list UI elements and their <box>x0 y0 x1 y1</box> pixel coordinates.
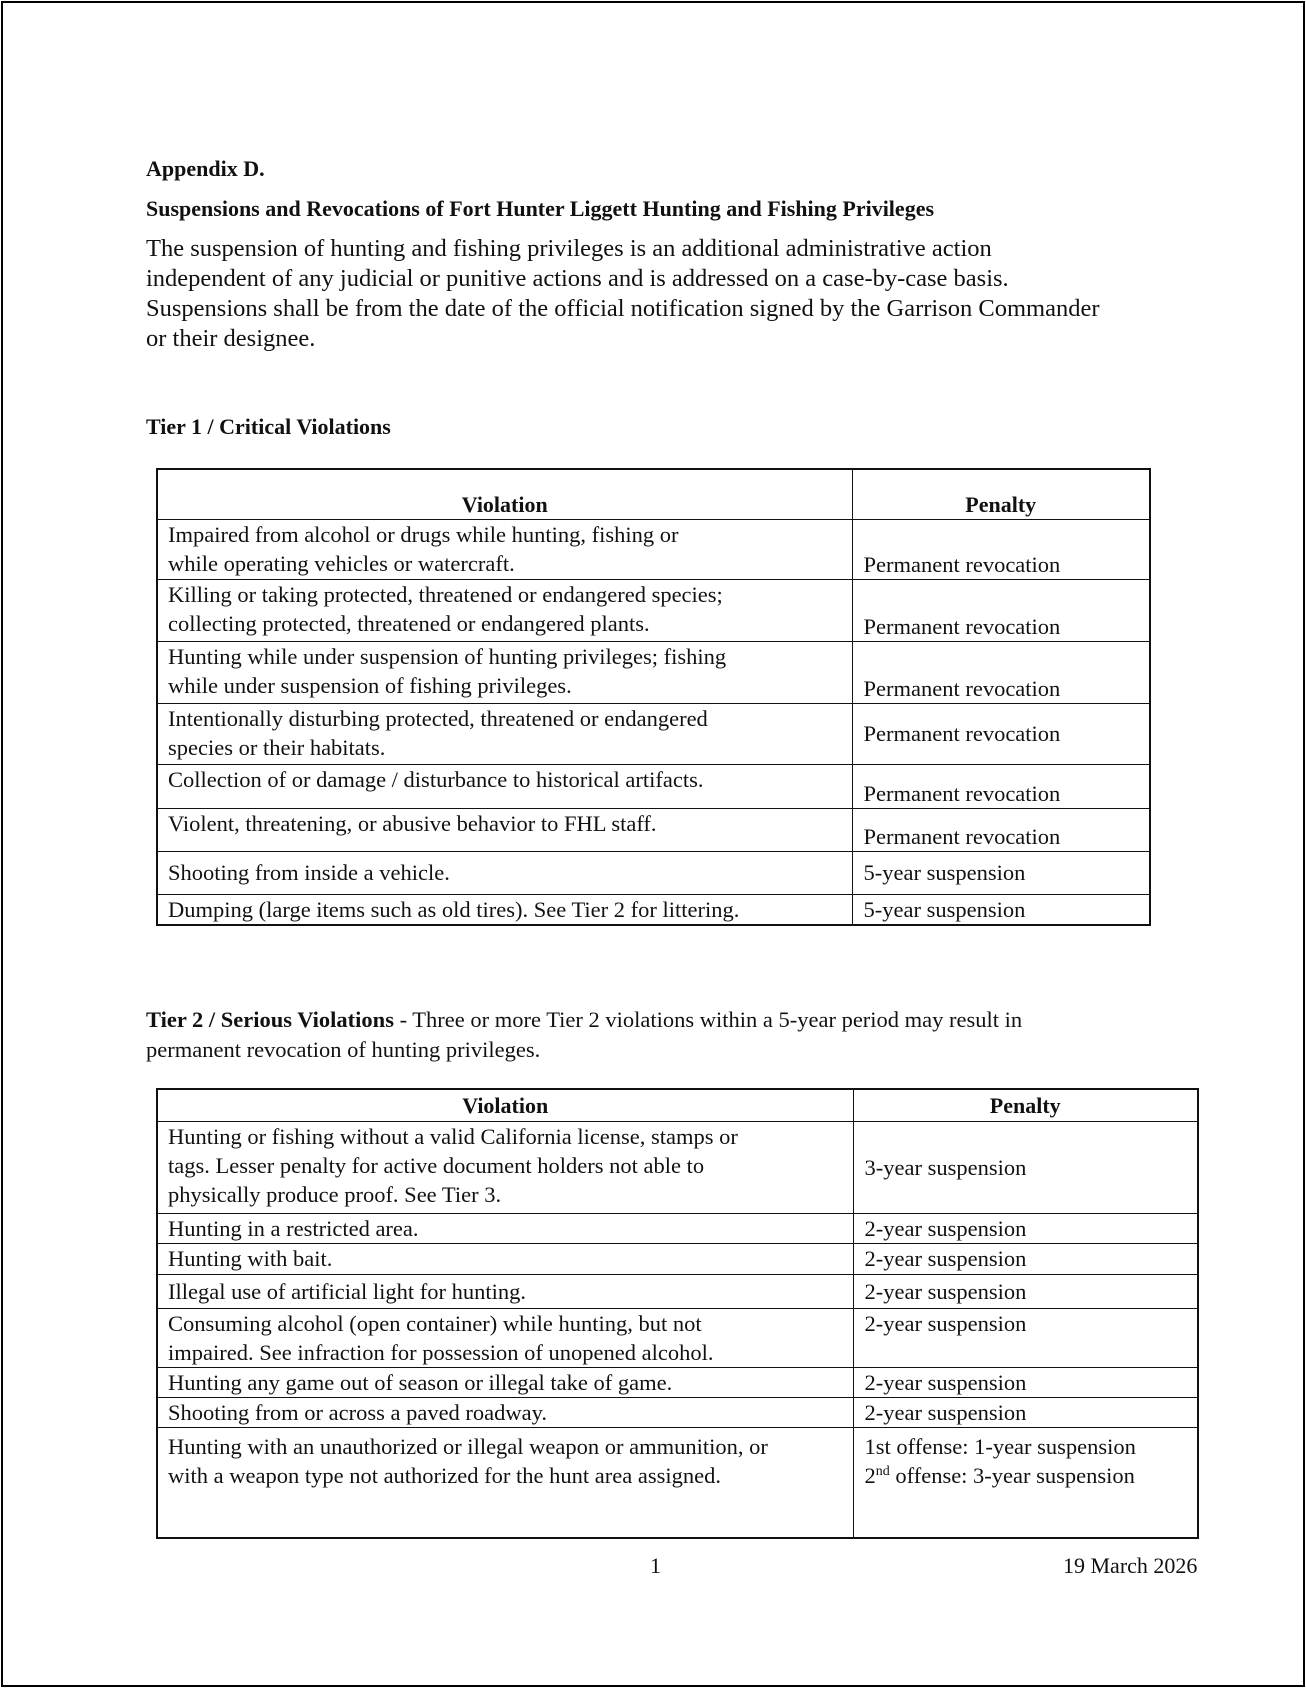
tier2-heading-note-line2: permanent revocation of hunting privileges. <box>146 1037 541 1062</box>
penalty-cell: 2-year suspension <box>853 1243 1198 1274</box>
table-row <box>157 1427 1198 1538</box>
violation-cell: Consuming alcohol (open container) while hunting, but not impaired. See infraction for possession of unopened alcohol. <box>157 1308 853 1367</box>
tier2-table <box>156 1088 1199 1539</box>
violation-cell: Hunting any game out of season or illegal take of game. <box>157 1367 853 1397</box>
column-header-violation: Violation <box>157 1089 853 1121</box>
table-header-row <box>157 1089 1198 1121</box>
penalty-cell: 2-year suspension <box>853 1213 1198 1243</box>
table-row <box>157 1243 1198 1274</box>
intro-paragraph <box>146 234 1166 354</box>
document-date: 19 March 2026 <box>1063 1553 1198 1578</box>
penalty-cell: Permanent revocation <box>852 519 1150 579</box>
penalty-cell: 2-year suspension <box>853 1367 1198 1397</box>
penalty-cell: Permanent revocation <box>852 808 1150 851</box>
table-row <box>157 703 1150 764</box>
penalty-cell: 2-year suspension <box>853 1274 1198 1308</box>
penalty-cell: 2-year suspension <box>853 1308 1198 1367</box>
tier2-heading-title: Tier 2 / Serious Violations <box>146 1007 394 1032</box>
table-row <box>157 808 1150 851</box>
violation-cell: Killing or taking protected, threatened or endangered species; collecting protected, threatened or endangered plants. <box>157 579 852 641</box>
penalty-cell: Permanent revocation <box>852 579 1150 641</box>
table-row <box>157 1274 1198 1308</box>
intro-line: Suspensions shall be from the date of the official notification signed by the Garrison Commander <box>146 295 1100 322</box>
violation-cell: Shooting from or across a paved roadway. <box>157 1397 853 1427</box>
violation-cell: Illegal use of artificial light for hunting. <box>157 1274 853 1308</box>
table-row <box>157 894 1150 925</box>
intro-line: The suspension of hunting and fishing privileges is an additional administrative action <box>146 235 992 262</box>
penalty-cell: Permanent revocation <box>852 703 1150 764</box>
page-number: 1 <box>650 1553 661 1578</box>
table-row <box>157 764 1150 808</box>
violation-cell: Shooting from inside a vehicle. <box>157 851 852 894</box>
penalty-cell: 5-year suspension <box>852 851 1150 894</box>
violation-cell: Hunting while under suspension of hunting privileges; fishing while under suspension of fishing privileges. <box>157 641 852 703</box>
page-title: Suspensions and Revocations of Fort Hunter Liggett Hunting and Fishing Privileges <box>146 196 935 221</box>
tier1-heading: Tier 1 / Critical Violations <box>146 414 391 439</box>
column-header-violation: Violation <box>157 469 852 519</box>
table-header-row <box>157 469 1150 519</box>
violation-cell: Hunting with an unauthorized or illegal weapon or ammunition, or with a weapon type not authorized for the hunt area assigned. <box>157 1427 853 1538</box>
violation-cell: Intentionally disturbing protected, threatened or endangered species or their habitats. <box>157 703 852 764</box>
table-row <box>157 1213 1198 1243</box>
table-row <box>157 1121 1198 1213</box>
column-header-penalty: Penalty <box>853 1089 1198 1121</box>
violation-cell: Collection of or damage / disturbance to historical artifacts. <box>157 764 852 808</box>
penalty-cell: 5-year suspension <box>852 894 1150 925</box>
violation-cell: Dumping (large items such as old tires). See Tier 2 for littering. <box>157 894 852 925</box>
penalty-line-first-offense: 1st offense: 1-year suspension <box>864 1433 1136 1459</box>
penalty-line-second-offense: 2nd offense: 3-year suspension <box>864 1462 1135 1488</box>
table-row <box>157 1397 1198 1427</box>
penalty-cell: 2-year suspension <box>853 1397 1198 1427</box>
intro-line: independent of any judicial or punitive actions and is addressed on a case-by-case basis. <box>146 265 1009 292</box>
intro-line: or their designee. <box>146 325 316 352</box>
table-row <box>157 1367 1198 1397</box>
appendix-label: Appendix D. <box>146 156 265 181</box>
penalty-cell <box>853 1427 1198 1538</box>
table-row <box>157 1308 1198 1367</box>
violation-cell: Impaired from alcohol or drugs while hunting, fishing or while operating vehicles or watercraft. <box>157 519 852 579</box>
tier2-heading-note: - Three or more Tier 2 violations within a 5-year period may result in <box>393 1007 1023 1032</box>
violation-cell: Hunting with bait. <box>157 1243 853 1274</box>
violation-cell: Hunting or fishing without a valid California license, stamps or tags. Lesser penalty for active document holders not able to physically produce proof. See Tier 3. <box>157 1121 853 1213</box>
column-header-penalty: Penalty <box>852 469 1150 519</box>
penalty-cell: 3-year suspension <box>853 1121 1198 1213</box>
violation-cell: Hunting in a restricted area. <box>157 1213 853 1243</box>
table-row <box>157 579 1150 641</box>
tier2-heading <box>146 1005 1206 1065</box>
table-row <box>157 641 1150 703</box>
penalty-cell: Permanent revocation <box>852 641 1150 703</box>
violation-cell: Violent, threatening, or abusive behavior to FHL staff. <box>157 808 852 851</box>
tier1-table <box>156 468 1151 926</box>
table-row <box>157 851 1150 894</box>
penalty-cell: Permanent revocation <box>852 764 1150 808</box>
table-row <box>157 519 1150 579</box>
